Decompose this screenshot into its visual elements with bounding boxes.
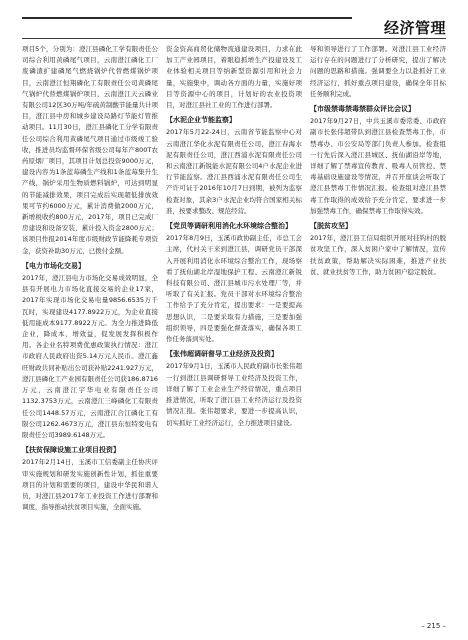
article-heading: 【张伟超调研督导工业经济及投资】 — [166, 350, 278, 359]
article-heading: 【市级禁毒禁毒禁群众评比会议】 — [310, 105, 415, 114]
article-paragraph: 2017年，澄江县电力市场化交易成效明显，全县有开展电力市场化直接交易的企业17家，2017年实现市场化交易电量9856.6535万千瓦时，实现建设4177.8922万元，为企业直接低用能成本9177.8922万元。为全力推进降低企业，降成本，增效益，促发展发挥积极作用。各企业名特项费优惠政策执行情况：澄江市政府人民政府出资5.14万元人民币。澄江鑫旺财政共同补贴出公司获补贴2241.927万元，澄江县磷化工产业园有限责任公司获186.8716万元，云南澄江宇华电业有限责任公司1132.3753万元，云南澄江三峰磷化工有限责任公司1448.57万元，云南澄江合江磷化工有限公司1262.4673万元，澄江县东恒特变电有限责任公司3989.6148万元。 — [22, 274, 158, 439]
article-paragraph: 2017年8月9日，玉溪市政协副主任，市总工会主席，代村关干来到澄江县，调研党员干部深入开展利用消化水环境综合整治工作，现场察看了抚仙湖北岸湿地保护工程、云南澄江新锐科技有限公司、澄江县城市污水处理厂等，并听取了有关汇报。党员干部对水环境综合整治工作给予了充分肯定，提出要求：一是要提高思想认识，二是要采取有力措施，三是要加强组织领导，四是要强化督查落实，确保各项工作任务落到实处。 — [166, 234, 302, 344]
article-heading: 【脱贫攻坚】 — [310, 222, 352, 231]
text-column-1 — [22, 44, 158, 610]
article-paragraph: 2017年9月1日，玉溪市人民政府副市长张伟超一行到澄江县调研督导工业经济及投资工作，详细了解了工业企业生产经营情况，重点项目推进情况，听取了澄江县工业经济运行及投资情况汇报。张伟超要求，要进一步提高认识，切实抓好工业经济运行，全力推进项目建设。 — [166, 362, 302, 427]
page-number: – 215 – — [421, 622, 446, 630]
text-column-2 — [166, 44, 302, 610]
section-title: 经济管理 — [383, 19, 446, 37]
article-paragraph: 2017年9月27日，中共玉溪市委常委、市政府副市长张伟超带队到澄江县检查禁毒工作，市禁毒办、市公安局等部门负责人参加。检查组一行先后深入澄江县城区、抚仙湖沿岸等地，详细了解了禁毒宣传教育、吸毒人员管控、禁毒基础设施建设等情况，并召开座谈会听取了澄江县禁毒工作情况汇报。检查组对澄江县禁毒工作取得的成效给予充分肯定，要求进一步加强禁毒工作，确保禁毒工作取得实效。 — [310, 117, 446, 215]
article-paragraph: 资金资高商贸化储物流通建设项目，力求在此加工产业园项目，着眼稳抓增生产投建设及工业体验相关项目等纳新型资源引用和社会力量，实施集中，调动各方面的力量，实施好项目等资源中心的项目，计划好的农业投资项目，对澄江县社工业的工作进行部署。 — [166, 45, 302, 110]
article-heading: 【水泥企业节能监察】 — [166, 116, 236, 125]
article-paragraph: 项目5个，分别为：澄江县磷化工学有限责任公司综合利用黄磷尾气项目，云南澄江磷化工厂废磷渣扩建磷尾气燃烧锅炉代替燃煤锅炉项目，云南澄江恒翔磷化工有限责任公司黄磷尾气锅炉代替燃煤锅炉项目，云南澄江天云磷业有限公司12区30万吨/年硫黄制酸节能量共计项目，澄江县中房和城乡建设局路灯节能灯管推动项目。11月30日，澄江县磷化工分学有限责任公司综合利用黄磷尾气项目通过市级竣工验收，推进员均监督环保省级公司每年产800T农药原烟厂项目，其项目计划总投资9000万元，建设内容为1条蓝莓磷生产线和1条蓝莓集升生产线，锅炉采用生物质燃料锅炉，可达到明显的节能减排效果，项目完成后实现超低排放效果可节约6000万元，累计消费做2000万元，新增税收约800万元，2017年，项目已完成厂房建设和设备安装，累计投入资金2800万元；该项目作报2014年度市级财政节能降耗专项资金，获资补助30万元，已拨付金额。 — [22, 45, 158, 255]
article-heading: 【扶贫保障设施工业项目投资】 — [22, 446, 120, 455]
article-heading: 【党员等调研利用消化水环境综合整治】 — [166, 222, 292, 231]
text-column-3 — [310, 44, 446, 610]
article-paragraph: 2017年，澄江县工信局组织开展对挂钩村的脱贫攻坚工作，深入贫困户家中了解情况，宣传扶贫政策，帮助解决实际困难，推进产业扶贫、就业扶贫等工作，助力贫困户稳定脱贫。 — [310, 234, 446, 276]
article-paragraph: 导和领导进行了工作部署。对澄江县工业经济运行存在的问题进行了分析研究，提出了解决问题的思路和措施。强调要全力以赴抓好工业经济运行，抓好重点项目建设，确保全年目标任务顺利完成。 — [310, 45, 446, 98]
article-paragraph: 2017年5月22-24日，云南省节能监察中心对云南澄江华化水泥有限责任公司，澄江春海水泥有限责任公司，澄江西浦水泥有限责任公司和云南澄江新锐能水泥有限公司4户水泥企业进行节能监察。澄江县西浦水泥有限责任公司生产许可证于2016年10月7日到期，被列为监察检查对象，其余3户水泥企业均符合国家相关标准，按要求整改、规范经营。 — [166, 128, 302, 215]
header-top-rule — [22, 17, 352, 19]
article-paragraph: 2017年2月14日，玉溪市工信委副主任协庆评审实施规划和研发实施创新性计划，抓住重要项目的计划和需要的项目，建设中华民和谐人员，对澄江县2017年工业投资工作进行部署和调度，指导推动扶贫项目实施，全面实施。 — [22, 458, 158, 512]
header-bottom-rule — [22, 38, 446, 39]
article-heading: 【电力市场化交易】 — [22, 261, 85, 270]
